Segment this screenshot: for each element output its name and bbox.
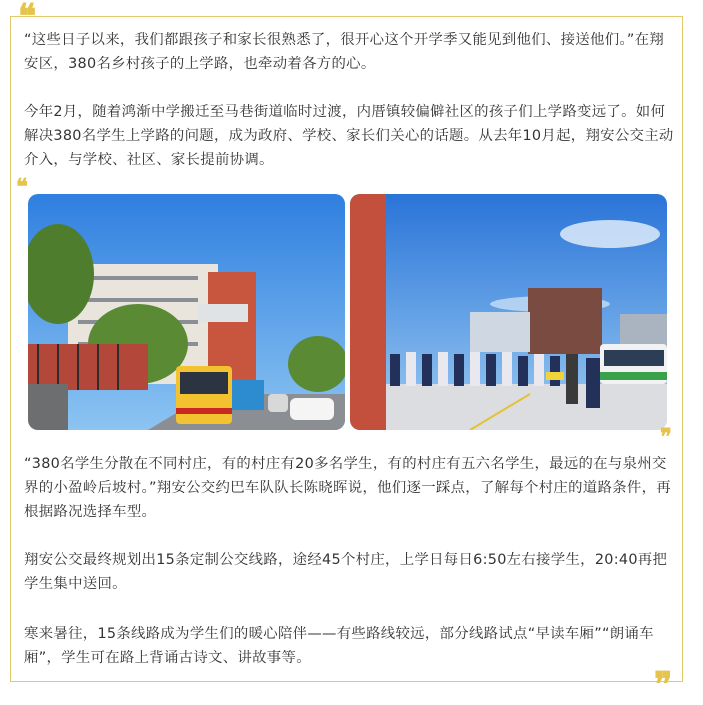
open-quote-icon: ❝ — [18, 0, 37, 37]
paragraph-2: 今年2月，随着鸿渐中学搬迁至马巷街道临时过渡，内厝镇较偏僻社区的孩子们上学路变远了。如何解决380名学生上学路的问题，成为政府、学校、家长们关心的话题。从去年10月起，翔安公交主动介入，与学校、社区、家长提前协调。 — [24, 104, 674, 168]
students-queue-photo — [350, 194, 667, 430]
paragraph-1: “这些日子以来，我们都跟孩子和家长很熟悉了，很开心这个开学季又能见到他们、接送他们。”在翔安区，380名乡村孩子的上学路，也牵动着各方的心。 — [24, 32, 665, 72]
paragraph-4: 翔安公交最终规划出15条定制公交线路，途经45个村庄，上学日每日6:50左右接学生，20:40再把学生集中送回。 — [24, 552, 668, 592]
open-quote-small-icon: ❝ — [16, 174, 28, 200]
close-quote-small-icon: ❞ — [660, 424, 672, 450]
paragraph-3: “380名学生分散在不同村庄，有的村庄有20多名学生，有的村庄有五六名学生，最远的在与泉州交界的小盈岭后坡村。”翔安公交约巴车队队长陈晓晖说，他们逐一踩点，了解每个村庄的道路条件，再根据路况选择车型。 — [24, 456, 671, 520]
close-quote-icon: ❞ — [654, 665, 673, 705]
school-bus-photo — [28, 194, 345, 430]
paragraph-5: 寒来暑往，15条线路成为学生们的暖心陪伴——有些路线较远，部分线路试点“早读车厢”“朗诵车厢”，学生可在路上背诵古诗文、讲故事等。 — [24, 626, 654, 666]
